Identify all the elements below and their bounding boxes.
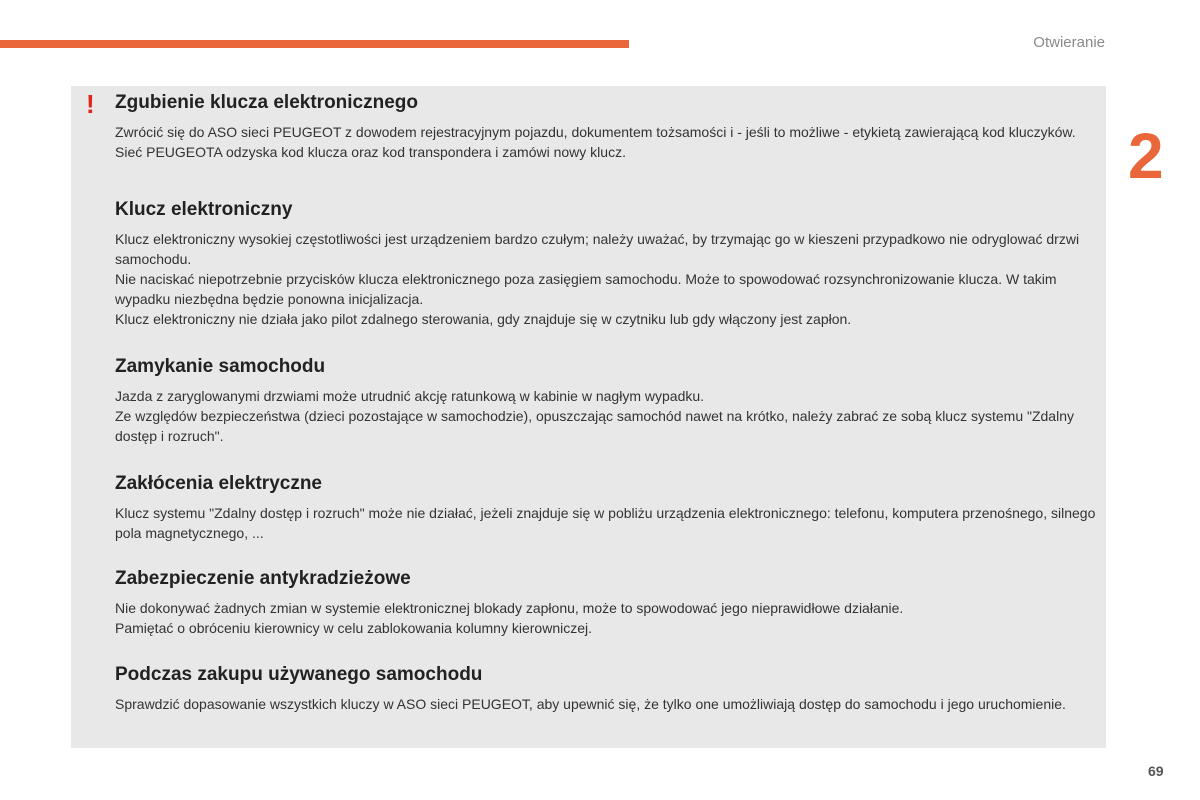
section-lost-key <box>115 91 1100 162</box>
paragraph: Pamiętać o obróceniu kierownicy w celu zablokowania kolumny kierowniczej. <box>115 620 592 636</box>
paragraph: Klucz systemu "Zdalny dostęp i rozruch" może nie działać, jeżeli znajduje się w pobliżu urządzenia elektronicznego: telefonu, komputera przenośnego, silnego pola magnetycznego, ... <box>115 505 1096 541</box>
section-title: Zgubienie klucza elektronicznego <box>115 92 419 113</box>
exclamation-mark-icon: ! <box>86 89 95 119</box>
accent-bar <box>0 40 629 48</box>
paragraph: Nie dokonywać żadnych zmian w systemie elektronicznej blokady zapłonu, może to spowodować jego nieprawidłowe działanie. <box>115 600 904 616</box>
page-number: 69 <box>1148 763 1164 779</box>
paragraph: Jazda z zaryglowanymi drzwiami może utrudnić akcję ratunkową w kabinie w nagłym wypadku. <box>115 388 705 404</box>
section-title: Klucz elektroniczny <box>115 199 293 220</box>
section-body <box>115 229 1100 329</box>
section-body <box>115 694 1100 714</box>
section-name: Otwieranie <box>1033 34 1105 51</box>
section-title: Zakłócenia elektryczne <box>115 473 322 494</box>
paragraph: Sprawdzić dopasowanie wszystkich kluczy w ASO sieci PEUGEOT, aby upewnić się, że tylko one umożliwiają dostęp do samochodu i jego uruchomienie. <box>115 696 1066 712</box>
paragraph: Sieć PEUGEOTA odzyska kod klucza oraz kod transpondera i zamówi nowy klucz. <box>115 144 626 160</box>
paragraph: Ze względów bezpieczeństwa (dzieci pozostające w samochodzie), opuszczając samochód nawet na krótko, należy zabrać ze sobą klucz systemu "Zdalny dostęp i rozruch". <box>115 408 1074 444</box>
section-title: Podczas zakupu używanego samochodu <box>115 664 483 685</box>
section-locking-car <box>115 355 1100 446</box>
section-anti-theft <box>115 567 1100 638</box>
paragraph: Klucz elektroniczny nie działa jako pilot zdalnego sterowania, gdy znajduje się w czytniku lub gdy włączony jest zapłon. <box>115 311 852 327</box>
section-body <box>115 122 1100 162</box>
section-body <box>115 598 1100 638</box>
section-used-car-purchase <box>115 663 1100 714</box>
section-electrical-interference <box>115 472 1100 543</box>
chapter-number: 2 <box>1128 120 1164 192</box>
section-title: Zamykanie samochodu <box>115 356 326 377</box>
paragraph: Nie naciskać niepotrzebnie przycisków klucza elektronicznego poza zasięgiem samochodu. Może to spowodować rozsynchronizowanie klucza. W takim wypadku niezbędna będzie ponowna inicjalizacja. <box>115 271 1057 307</box>
paragraph: Zwrócić się do ASO sieci PEUGEOT z dowodem rejestracyjnym pojazdu, dokumentem tożsamości i - jeśli to możliwe - etykietą zawierającą kod kluczyków. <box>115 124 1076 140</box>
paragraph: Klucz elektroniczny wysokiej częstotliwości jest urządzeniem bardzo czułym; należy uważać, by trzymając go w kieszeni przypadkowo nie odryglować drzwi samochodu. <box>115 231 1080 267</box>
section-electronic-key <box>115 198 1100 329</box>
section-body <box>115 503 1100 543</box>
section-body <box>115 386 1100 446</box>
section-title: Zabezpieczenie antykradzieżowe <box>115 568 411 589</box>
